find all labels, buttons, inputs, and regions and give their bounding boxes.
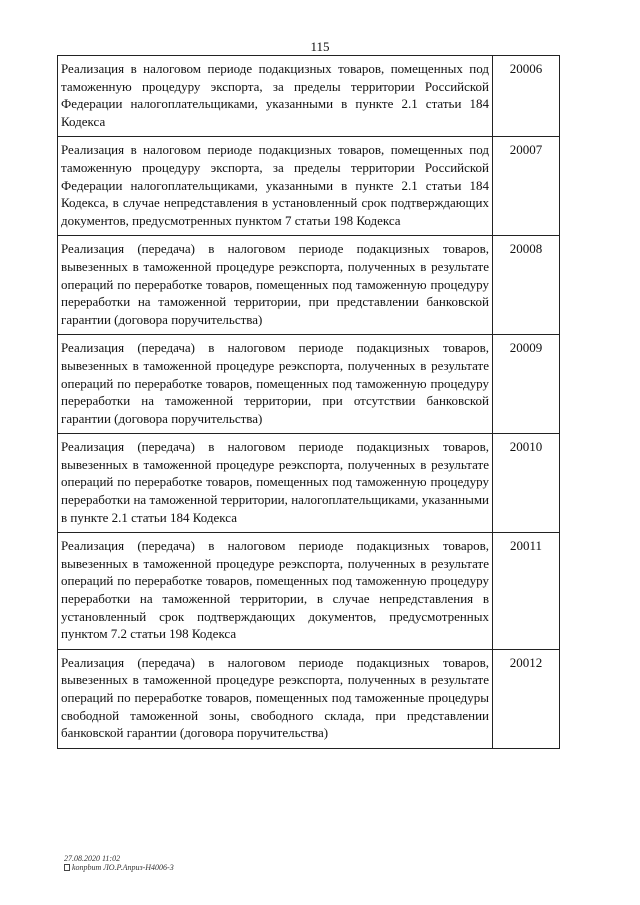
row-description: Реализация (передача) в налоговом периоде подакцизных товаров, вывезенных в таможенной процедуре реэкспорта, полученных в результате операций по переработке товаров, помещенных под таможенные процедуры свободной таможенной зоны, свободного склада, при представлении банковской гарантии (договора поручительства)	[58, 649, 493, 748]
row-description: Реализация (передача) в налоговом периоде подакцизных товаров, вывезенных в таможенной процедуре реэкспорта, полученных в результате операций по переработке товаров, помещенных под таможенную процедуру переработки на таможенной территории, при представлении банковской гарантии (договора поручительства)	[58, 236, 493, 335]
footer	[64, 854, 174, 872]
row-code: 20010	[493, 434, 560, 533]
row-description: Реализация в налоговом периоде подакцизных товаров, помещенных под таможенную процедуру экспорта, за пределы территории Российской Федерации налогоплательщиками, указанными в пункте 2.1 статьи 184 Кодекса	[58, 56, 493, 137]
table-row	[58, 56, 560, 137]
row-description: Реализация (передача) в налоговом периоде подакцизных товаров, вывезенных в таможенной процедуре реэкспорта, полученных в результате операций по переработке товаров, помещенных под таможенную процедуру переработки на таможенной территории, при отсутствии банковской гарантии (договора поручительства)	[58, 335, 493, 434]
table-row	[58, 335, 560, 434]
row-code: 20012	[493, 649, 560, 748]
table-row	[58, 236, 560, 335]
row-code: 20011	[493, 533, 560, 650]
row-code: 20008	[493, 236, 560, 335]
row-code: 20009	[493, 335, 560, 434]
table-row	[58, 533, 560, 650]
row-code: 20007	[493, 137, 560, 236]
codes-table	[57, 55, 560, 749]
table-row	[58, 434, 560, 533]
row-description: Реализация в налоговом периоде подакцизных товаров, помещенных под таможенную процедуру экспорта, за пределы территории Российской Федерации налогоплательщиками, указанными в пункте 2.1 статьи 184 Кодекса, в случае непредставления в установленный срок подтверждающих документов, предусмотренных пунктом 7 статьи 198 Кодекса	[58, 137, 493, 236]
row-description: Реализация (передача) в налоговом периоде подакцизных товаров, вывезенных в таможенной процедуре реэкспорта, полученных в результате операций по переработке товаров, помещенных под таможенную процедуру переработки на таможенной территории, налогоплательщиками, указанными в пункте 2.1 статьи 184 Кодекса	[58, 434, 493, 533]
table-row	[58, 137, 560, 236]
footer-file-name: konpbum ЛО.Р.Априз-Н4006-3	[72, 863, 174, 872]
row-code: 20006	[493, 56, 560, 137]
page-number: 115	[310, 39, 330, 54]
row-description: Реализация (передача) в налоговом периоде подакцизных товаров, вывезенных в таможенной процедуре реэкспорта, полученных в результате операций по переработке товаров, помещенных под таможенную процедуру переработки на таможенной территории, в случае непредставления в установленный срок подтверждающих документов, предусмотренных пунктом 7.2 статьи 198 Кодекса	[58, 533, 493, 650]
footer-date: 27.08.2020 11:02	[64, 854, 121, 863]
table-row	[58, 649, 560, 748]
document-icon	[64, 864, 70, 871]
footer-file	[64, 863, 174, 872]
